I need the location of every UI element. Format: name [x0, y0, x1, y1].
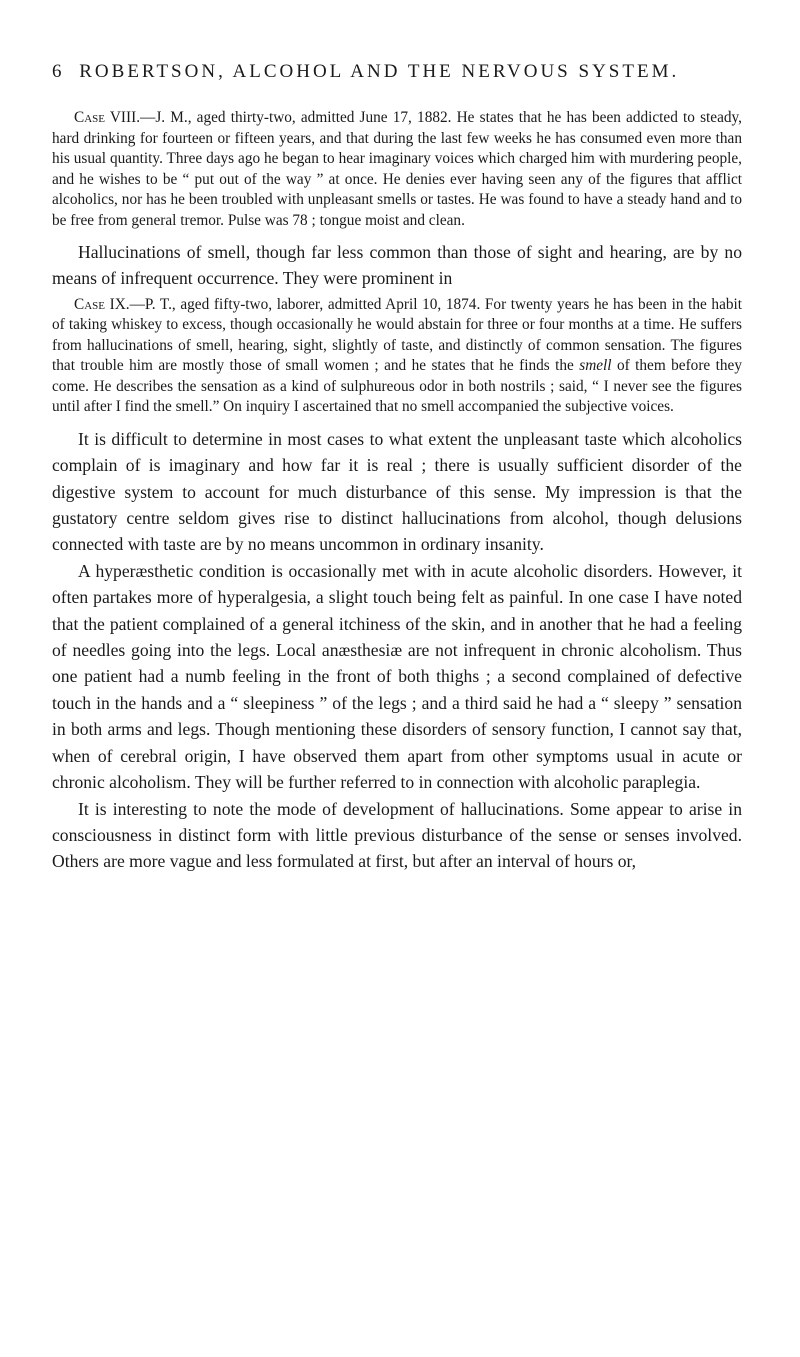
running-head: [52, 60, 742, 84]
smell-intro-paragraph: Hallucinations of smell, though far less common than those of sight and hearing, are by no means of infrequent occurrence. They were prominent in: [52, 242, 742, 289]
case-viii-text: —J. M., aged thirty-two, admitted June 17, 1882. He states that he has been addicted to steady, hard drinking for fourteen or fifteen years, and that during the last few weeks he has consumed even more than his usual quantity. Three days ago he began to hear imaginary voices which charged him with murdering people, and he wishes to be “ put out of the way ” at once. He denies ever having seen any of the figures that afflict alcoholics, nor has he been troubled with unpleasant smells or tastes. He was found to have a steady hand and to be free from general tremor. Pulse was 78 ; tongue moist and clean.: [52, 109, 742, 229]
case-ix-smell-word: smell: [579, 357, 612, 375]
case-ix-text-2: of them before they come. He describes the sensation as a kind of sulphureous odor in both nostrils ; said, “ I never see the figures until after I find the smell.” On inquiry I ascertained that no smell accompanied the subjective voices.: [52, 357, 742, 416]
case-viii-label: Case VIII.: [74, 109, 141, 126]
development-paragraph: It is interesting to note the mode of development of hallucinations. Some appear to arise in consciousness in distinct form with little previous disturbance of the sense or senses involved. Others are more vague and less formulated at first, but after an interval of hours or,: [52, 798, 742, 872]
taste-paragraph: It is difficult to determine in most cases to what extent the unpleasant taste which alcoholics complain of is imaginary and how far it is real ; there is usually sufficient disorder of the digestive system to account for much disturbance of this sense. My impression is that the gustatory centre seldom gives rise to distinct hallucinations from alcohol, though delusions connected with taste are by no means uncommon in ordinary insanity.: [52, 428, 742, 555]
book-page: [52, 60, 742, 875]
running-title: ROBERTSON, ALCOHOL AND THE NERVOUS SYSTEM.: [79, 61, 680, 82]
case-ix-text-1: —P. T., aged fifty-two, laborer, admitted April 10, 1874. For twenty years he has been in the habit of taking whiskey to excess, though occasionally he would abstain for three or four months at a time. He suffers from hallucinations of smell, hearing, sight, slightly of taste, and distinctly of common sensation. The figures that trouble him are mostly those of small women ; and he states that he finds the: [52, 295, 743, 375]
case-viii-paragraph: [52, 108, 742, 231]
case-ix-paragraph: [52, 295, 742, 418]
case-ix-label: Case IX.: [74, 295, 130, 313]
hyperaesthesia-paragraph: A hyperæsthetic condition is occasionally met with in acute alcoholic disorders. However, it often partakes more of hyperalgesia, a slight touch being felt as painful. In one case I have noted that the patient complained of a general itchiness of the skin, and in another that he had a feeling of needles going into the legs. Local anæsthesiæ are not infrequent in chronic alcoholism. Thus one patient had a numb feeling in the front of both thighs ; a second complained of defective touch in the hands and a “ sleepiness ” of the legs ; and a third said he had a “ sleepy ” sensation in both arms and legs. Though mentioning these disorders of sensory function, I cannot say that, when of cerebral origin, I have observed them apart from other symptoms usual in acute or chronic alcoholism. They will be further referred to in connection with alcoholic paraplegia.: [52, 560, 742, 793]
page-number: 6: [52, 61, 62, 82]
